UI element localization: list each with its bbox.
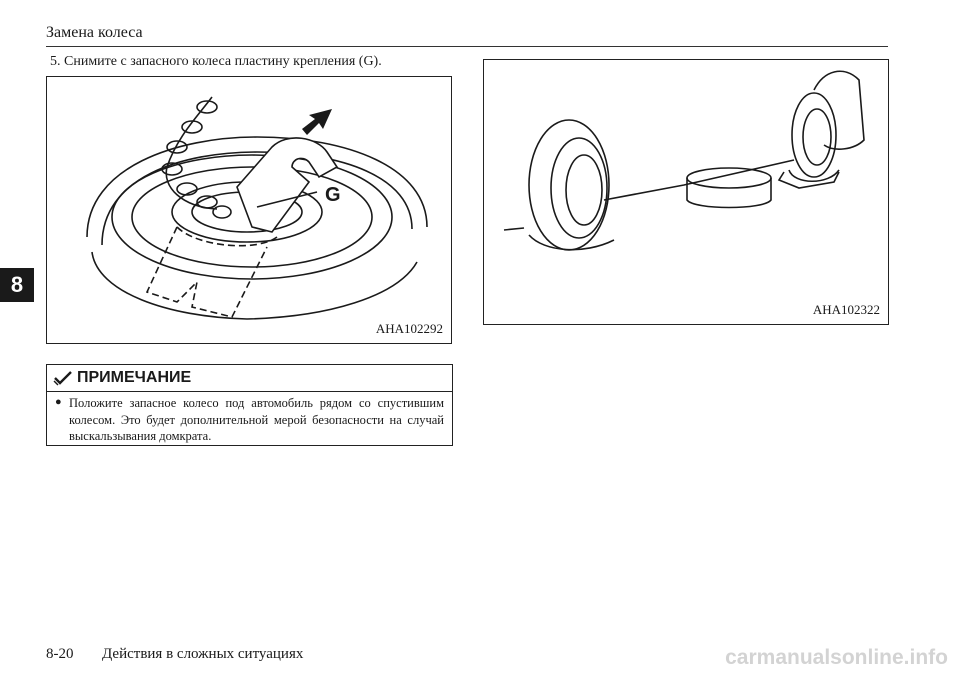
note-box (46, 364, 453, 446)
note-text: Положите запасное колесо под автомобиль рядом со спустившим колесом. Это будет дополнительной мерой безопасности на случай выскальзывания домкрата. (69, 396, 444, 443)
page-number: 8-20 (46, 646, 74, 662)
note-header (47, 365, 452, 392)
figure-code: AHA102322 (812, 302, 880, 317)
callout-g-label: G (325, 184, 341, 206)
spare-wheel-plate-illustration (47, 77, 451, 343)
step-instruction: 5. Снимите с запасного колеса пластину крепления (G). (50, 54, 382, 69)
figure-spare-wheel-plate (46, 76, 452, 344)
note-title: ПРИМЕЧАНИЕ (77, 369, 192, 386)
checkmark-icon (53, 370, 73, 386)
section-title: Действия в сложных ситуациях (102, 646, 304, 662)
page-header-title: Замена колеса (46, 24, 143, 41)
chapter-tab: 8 (0, 268, 34, 302)
bullet-icon: ● (55, 396, 62, 408)
figure-spare-under-vehicle (483, 59, 889, 325)
header-divider (46, 46, 888, 47)
spare-under-vehicle-illustration (484, 60, 888, 324)
figure-code: AHA102292 (375, 321, 443, 336)
watermark: carmanualsonline.info (725, 646, 948, 669)
